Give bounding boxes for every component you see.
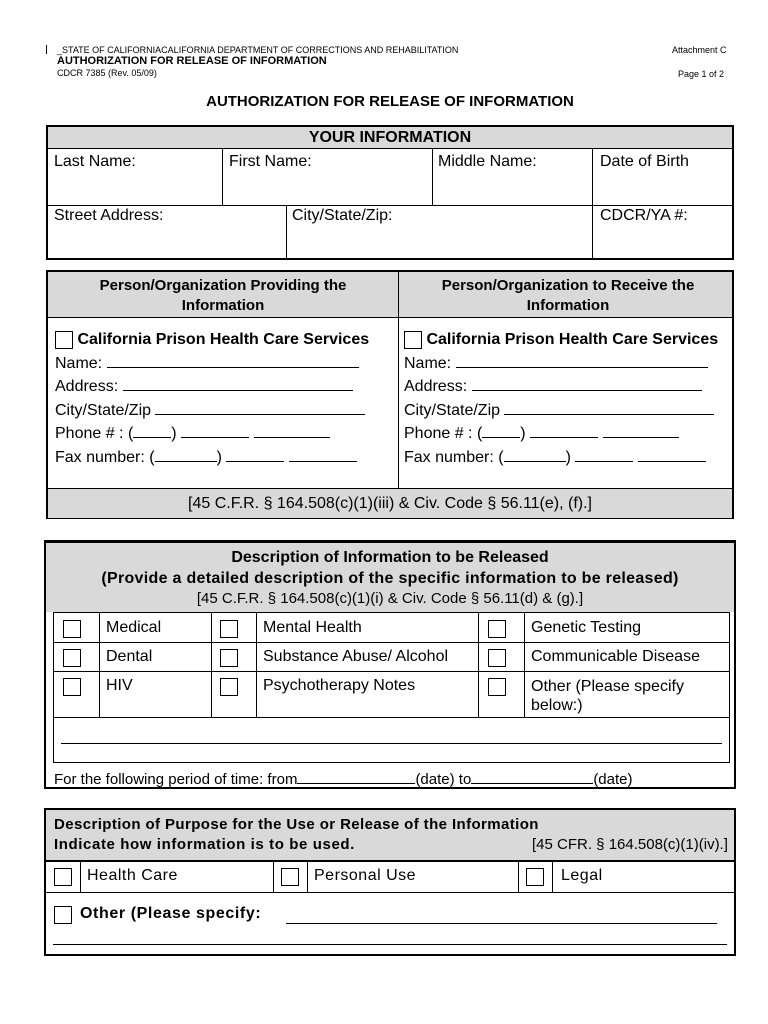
receiver-fax-label: Fax number: ( — [404, 448, 504, 466]
middle-name-field[interactable]: Middle Name: — [438, 153, 537, 170]
receiver-fax-line[interactable] — [638, 445, 706, 462]
page-title: AUTHORIZATION FOR RELEASE OF INFORMATION — [206, 93, 574, 110]
legal-label: Legal — [561, 867, 603, 884]
provider-fax-prefix[interactable] — [226, 445, 284, 462]
description-citation: [45 C.F.R. § 164.508(c)(1)(i) & Civ. Code § 56.11(d) & (g).] — [196, 590, 584, 607]
form-title-small: AUTHORIZATION FOR RELEASE OF INFORMATION — [57, 55, 327, 67]
purpose-subheading: Indicate how information is to be used. — [54, 836, 355, 853]
communicable-disease-checkbox[interactable] — [488, 649, 506, 667]
agency-line: _STATE OF CALIFORNIACALIFORNIA DEPARTMENT OF CORRECTIONS AND REHABILITATION — [57, 45, 459, 55]
receiver-address-label: Address: — [404, 378, 468, 395]
other-purpose-line[interactable] — [286, 923, 717, 924]
legal-checkbox[interactable] — [526, 868, 544, 886]
provider-address-label: Address: — [55, 378, 119, 395]
hiv-label: HIV — [106, 677, 133, 694]
other-info-checkbox[interactable] — [488, 678, 506, 696]
parties-section — [46, 270, 734, 519]
provider-phone-label: Phone # : ( — [55, 425, 134, 442]
substance-abuse-checkbox[interactable] — [220, 649, 238, 667]
provider-city-line[interactable] — [155, 398, 365, 415]
receiver-phone-label: Phone # : ( — [404, 425, 483, 442]
receiver-city-label: City/State/Zip — [404, 401, 501, 419]
receiver-cphcs-checkbox[interactable] — [404, 331, 422, 349]
receiver-city-line[interactable] — [504, 398, 714, 415]
attachment-label: Attachment C — [672, 45, 727, 55]
period-date-label: (date) — [593, 771, 633, 788]
dob-field[interactable]: Date of Birth — [600, 153, 689, 170]
period-label: For the following period of time: from — [54, 771, 298, 788]
provider-cphcs-label: California Prison Health Care Services — [77, 331, 370, 348]
health-care-checkbox[interactable] — [54, 868, 72, 886]
substance-abuse-label: Substance Abuse/ Alcohol — [263, 648, 449, 665]
dental-label: Dental — [106, 648, 153, 665]
period-row — [54, 768, 633, 788]
receiver-cphcs-label: California Prison Health Care Services — [426, 331, 719, 348]
info-type-grid — [53, 612, 730, 718]
hiv-checkbox[interactable] — [63, 678, 81, 696]
personal-use-checkbox[interactable] — [281, 868, 299, 886]
health-care-label: Health Care — [87, 867, 178, 884]
margin-bar — [46, 45, 47, 54]
receiver-block: California Prison Health Care Services Name: Address: City/State/Zip Phone # : ( ) Fax number: ( ) — [404, 331, 719, 466]
your-information-section — [46, 125, 734, 260]
receiver-name-label: Name: — [404, 354, 452, 372]
description-subheading: (Provide a detailed description of the specific information to be released) — [101, 570, 679, 587]
mental-health-checkbox[interactable] — [220, 620, 238, 638]
provider-name-label: Name: — [55, 354, 103, 372]
provider-heading: Person/Organization Providing the Information — [99, 277, 347, 314]
first-name-field[interactable]: First Name: — [229, 153, 312, 170]
period-from-date[interactable] — [297, 768, 415, 784]
street-address-field[interactable]: Street Address: — [54, 207, 164, 224]
provider-block: California Prison Health Care Services Name: Address: City/State/Zip Phone # : ( ) Fax number: ( ) — [55, 331, 370, 466]
period-to-date[interactable] — [471, 768, 593, 784]
personal-use-label: Personal Use — [314, 867, 417, 884]
provider-cphcs-checkbox[interactable] — [55, 331, 73, 349]
provider-phone-area[interactable] — [133, 421, 171, 438]
receiver-heading: Person/Organization to Receive the Information — [441, 277, 695, 314]
purpose-citation: [45 CFR. § 164.508(c)(1)(iv).] — [532, 836, 728, 853]
your-information-heading: YOUR INFORMATION — [48, 127, 732, 149]
provider-name-line[interactable] — [107, 351, 359, 368]
provider-address-line[interactable] — [123, 374, 353, 391]
form-number: CDCR 7385 (Rev. 05/09) — [57, 68, 157, 78]
receiver-fax-prefix[interactable] — [575, 445, 633, 462]
last-name-field[interactable]: Last Name: — [54, 153, 136, 170]
other-info-label: Other (Please specify below:) — [531, 678, 684, 714]
description-heading: Description of Information to be Released — [231, 549, 549, 566]
dental-checkbox[interactable] — [63, 649, 81, 667]
psychotherapy-notes-checkbox[interactable] — [220, 678, 238, 696]
other-info-text-box[interactable] — [53, 717, 730, 763]
cdcr-number-field[interactable]: CDCR/YA #: — [600, 207, 688, 224]
page-number: Page 1 of 2 — [678, 69, 725, 79]
mental-health-label: Mental Health — [263, 619, 362, 636]
other-purpose-line-2[interactable] — [53, 944, 727, 945]
receiver-fax-area[interactable] — [504, 445, 566, 462]
parties-citation: [45 C.F.R. § 164.508(c)(1)(iii) & Civ. Code § 56.11(e), (f).] — [48, 488, 732, 518]
provider-fax-label: Fax number: ( — [55, 448, 155, 466]
receiver-phone-area[interactable] — [482, 421, 520, 438]
description-section — [44, 540, 736, 788]
receiver-phone-prefix[interactable] — [530, 421, 598, 438]
provider-fax-area[interactable] — [155, 445, 217, 462]
other-purpose-label: Other (Please specify: — [80, 905, 262, 922]
medical-label: Medical — [106, 619, 162, 636]
receiver-name-line[interactable] — [456, 351, 708, 368]
genetic-testing-label: Genetic Testing — [531, 619, 641, 636]
provider-phone-line[interactable] — [254, 421, 330, 438]
provider-phone-prefix[interactable] — [181, 421, 249, 438]
communicable-disease-label: Communicable Disease — [531, 648, 700, 665]
genetic-testing-checkbox[interactable] — [488, 620, 506, 638]
purpose-section — [44, 808, 736, 956]
provider-city-label: City/State/Zip — [55, 401, 152, 419]
receiver-address-line[interactable] — [472, 374, 702, 391]
city-state-zip-field[interactable]: City/State/Zip: — [292, 207, 393, 224]
receiver-phone-line[interactable] — [603, 421, 679, 438]
provider-fax-line[interactable] — [289, 445, 357, 462]
medical-checkbox[interactable] — [63, 620, 81, 638]
period-to-label: (date) to — [415, 771, 472, 788]
psychotherapy-notes-label: Psychotherapy Notes — [263, 677, 416, 694]
purpose-heading: Description of Purpose for the Use or Release of the Information — [54, 816, 539, 833]
other-purpose-checkbox[interactable] — [54, 906, 72, 924]
